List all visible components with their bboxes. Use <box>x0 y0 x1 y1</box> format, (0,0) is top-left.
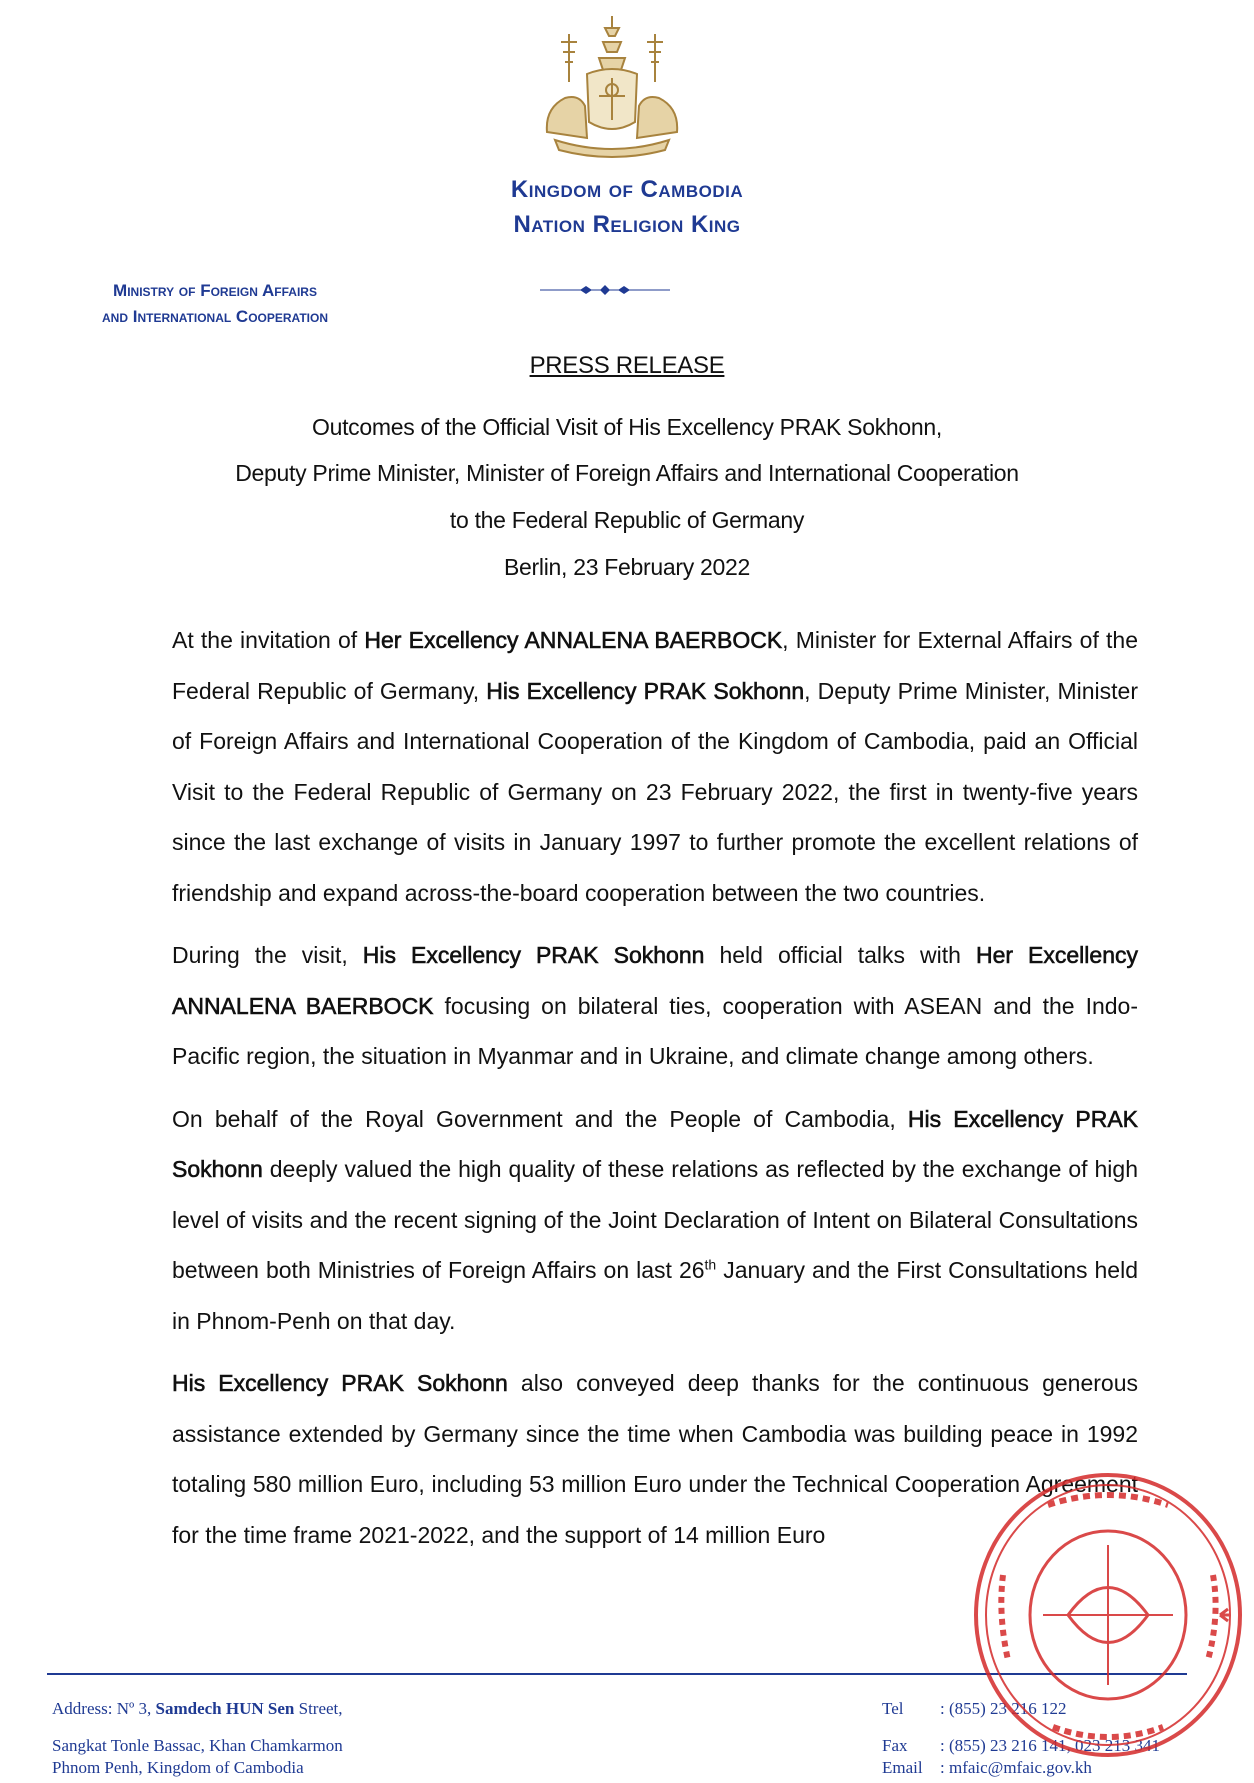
address-prefix: Address: Nº 3, <box>52 1699 156 1718</box>
fax-label: Fax <box>882 1736 908 1755</box>
text-run: focusing on bilateral ties, cooperation with ASEAN and the Indo-Pacific region, the situation in Myanmar and in Ukraine, and climate change among others. <box>172 992 1138 1069</box>
decorative-divider-ornament <box>540 284 670 296</box>
text-run: , Deputy Prime Minister, Minister of Foreign Affairs and International Cooperation of the Kingdom of Cambodia, paid an Official Visit to the Federal Republic of Germany on 23 February 2022, the first in twenty-five years since the last exchange of visits in January 1997 to further promote the excellent relations of friendship and expand across-the-board cooperation between the two countries. <box>172 677 1138 906</box>
text-run: January and the First Consultations held in Phnom-Penh on that day. <box>172 1257 1138 1334</box>
fax-value: : (855) 23 216 141, 023 213 341 <box>940 1736 1161 1755</box>
body-paragraph <box>172 1094 1138 1347</box>
text-run: , Minister for External Affairs of the Federal Republic of Germany, <box>172 627 1138 704</box>
tel-label: Tel <box>882 1699 904 1718</box>
release-heading-line3: to the Federal Republic of Germany <box>449 507 805 533</box>
address-suffix: Street, <box>294 1699 343 1718</box>
official-ministry-seal-stamp <box>958 1465 1248 1765</box>
bold-name: Her Excellency ANNALENA BAERBOCK <box>172 942 1138 1019</box>
email-value: : mfaic@mfaic.gov.kh <box>940 1758 1092 1777</box>
bold-name: His Excellency PRAK Sokhonn <box>486 677 805 704</box>
footer-address-line2: Sangkat Tonle Bassac, Khan Chamkarmon <box>52 1736 343 1755</box>
bold-name: His Excellency PRAK Sokhonn <box>362 942 705 968</box>
ministry-name-line2: and International Cooperation <box>102 307 328 326</box>
footer-address-line3: Phnom Penh, Kingdom of Cambodia <box>52 1758 304 1777</box>
text-run: At the invitation of <box>172 627 365 653</box>
ministry-name-line1: Ministry of Foreign Affairs <box>113 281 317 300</box>
text-run: also conveyed deep thanks for the continuous generous assistance extended by Germany since the time when Cambodia was building peace in 1992 totaling 580 million Euro, including 53 million Euro under the Technical Cooperation Agreement for the time frame 2021-2022, and the support of 14 million Euro <box>172 1370 1138 1548</box>
release-heading-line2: Deputy Prime Minister, Minister of Foreign Affairs and International Cooperation <box>235 460 1019 486</box>
text-run: held official talks with <box>704 942 976 968</box>
release-heading-line1: Outcomes of the Official Visit of His Excellency PRAK Sokhonn, <box>312 414 942 440</box>
bold-name: His Excellency PRAK Sokhonn <box>172 1370 508 1396</box>
national-motto: Nation Religion King <box>513 211 741 238</box>
body-paragraph <box>172 930 1138 1082</box>
address-street: Samdech HUN Sen <box>155 1699 295 1718</box>
body-paragraph <box>172 615 1138 918</box>
release-body <box>172 615 1138 1572</box>
email-label: Email <box>882 1758 923 1777</box>
kingdom-title: Kingdom of Cambodia <box>510 176 744 203</box>
footer-address-line1 <box>52 1699 343 1719</box>
release-dateline: Berlin, 23 February 2022 <box>504 554 750 580</box>
press-release-label: PRESS RELEASE <box>529 352 725 379</box>
text-run: On behalf of the Royal Government and the People of Cambodia, <box>172 1105 908 1132</box>
bold-name: Her Excellency ANNALENA BAERBOCK <box>364 627 783 653</box>
royal-coat-of-arms-emblem <box>535 12 690 162</box>
tel-value: : (855) 23 216 122 <box>940 1699 1067 1718</box>
text-run: deeply valued the high quality of these relations as reflected by the exchange of high level of visits and the recent signing of the Joint Declaration of Intent on Bilateral Consultations between both Ministries of Foreign Affairs on last 26 <box>172 1156 1138 1283</box>
text-run: During the visit, <box>172 942 363 968</box>
ordinal-suffix: th <box>704 1256 717 1273</box>
bold-name: His Excellency PRAK Sokhonn <box>172 1105 1138 1182</box>
